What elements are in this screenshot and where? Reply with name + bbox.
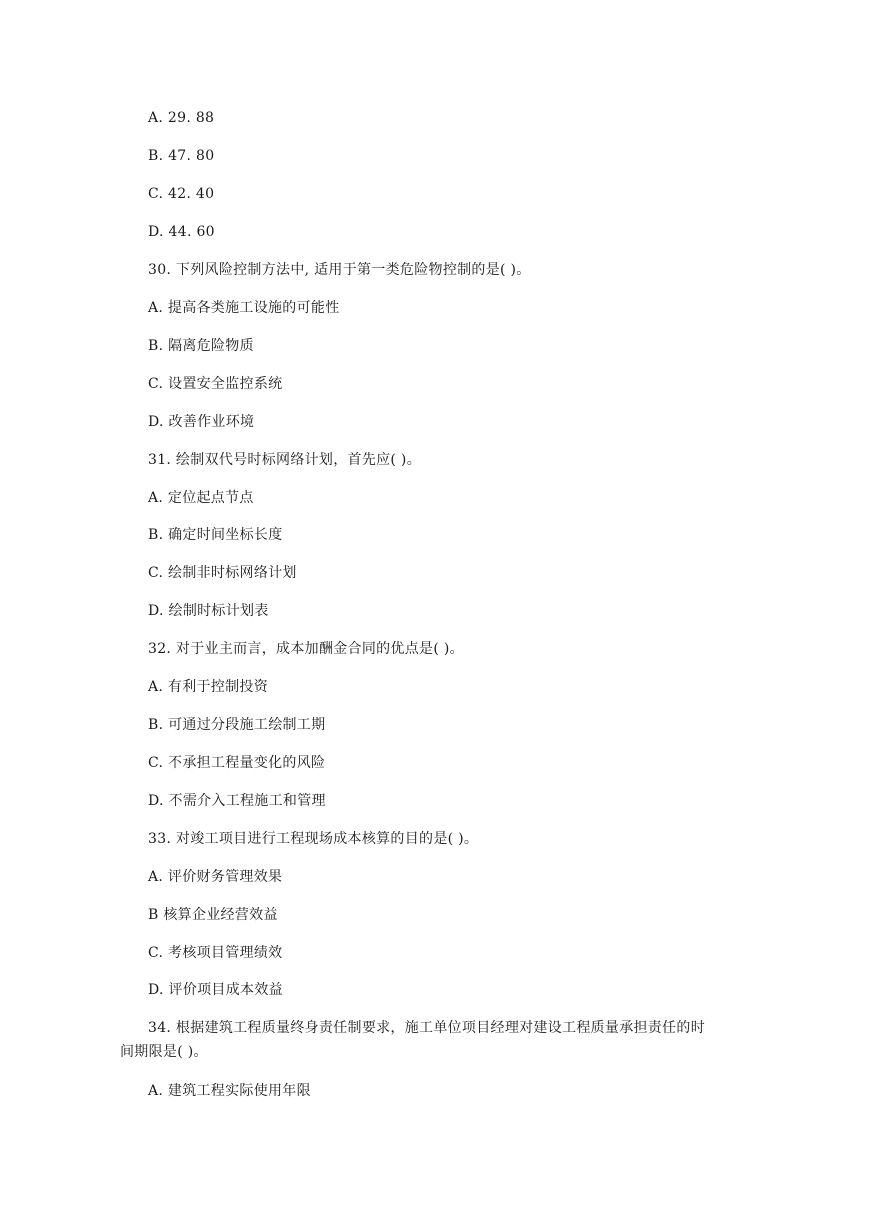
option-a-q29: A. 29. 88 xyxy=(148,110,215,126)
question-32: 32. 对于业主而言，成本加酬金合同的优点是( )。 xyxy=(148,641,464,657)
option-b-q33: B 核算企业经营效益 xyxy=(148,907,278,923)
question-34-line1: 34. 根据建筑工程质量终身责任制要求，施工单位项目经理对建设工程质量承担责任的时 xyxy=(148,1020,706,1036)
question-31: 31. 绘制双代号时标网络计划，首先应( )。 xyxy=(148,452,421,468)
option-d-q32: D. 不需介入工程施工和管理 xyxy=(148,793,326,809)
question-33: 33. 对竣工项目进行工程现场成本核算的目的是( )。 xyxy=(148,831,479,847)
option-c-q31: C. 绘制非时标网络计划 xyxy=(148,565,297,581)
option-d-q29: D. 44. 60 xyxy=(148,224,215,240)
option-a-q31: A. 定位起点节点 xyxy=(148,490,254,506)
option-b-q32: B. 可通过分段施工绘制工期 xyxy=(148,717,326,733)
option-b-q29: B. 47. 80 xyxy=(148,148,215,164)
option-a-q30: A. 提高各类施工设施的可能性 xyxy=(148,300,340,316)
question-30: 30. 下列风险控制方法中, 适用于第一类危险物控制的是( )。 xyxy=(148,262,531,278)
option-b-q30: B. 隔离危险物质 xyxy=(148,338,254,354)
option-c-q33: C. 考核项目管理绩效 xyxy=(148,945,283,961)
option-d-q33: D. 评价项目成本效益 xyxy=(148,982,283,998)
option-a-q34: A. 建筑工程实际使用年限 xyxy=(148,1083,311,1099)
option-c-q29: C. 42. 40 xyxy=(148,186,215,202)
option-b-q31: B. 确定时间坐标长度 xyxy=(148,527,283,543)
option-d-q31: D. 绘制时标计划表 xyxy=(148,603,269,619)
option-c-q30: C. 设置安全监控系统 xyxy=(148,376,283,392)
option-a-q33: A. 评价财务管理效果 xyxy=(148,869,283,885)
option-a-q32: A. 有利于控制投资 xyxy=(148,679,269,695)
option-c-q32: C. 不承担工程量变化的风险 xyxy=(148,755,326,771)
question-34-line2: 间期限是( )。 xyxy=(120,1044,208,1060)
option-d-q30: D. 改善作业环境 xyxy=(148,414,255,430)
